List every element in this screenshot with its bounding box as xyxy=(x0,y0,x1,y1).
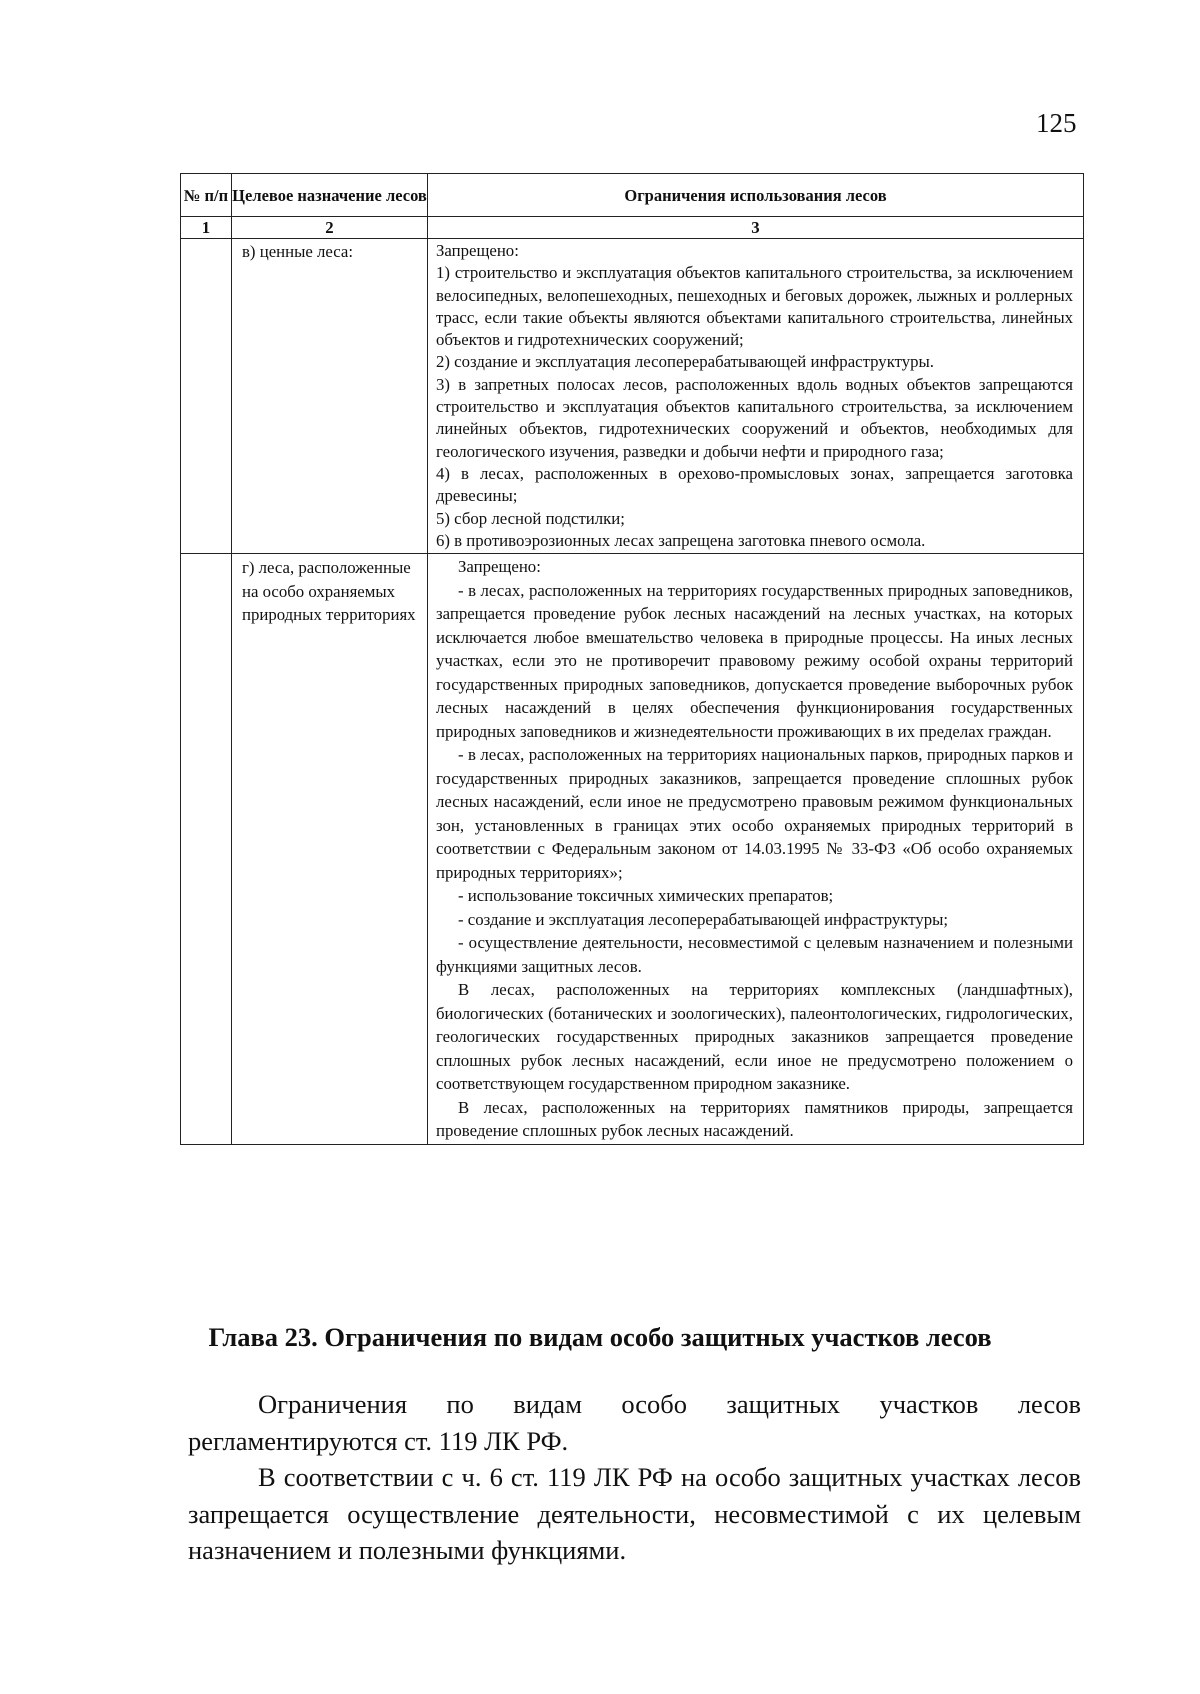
restriction-line: В лесах, расположенных на территориях комплексных (ландшафтных), биологических (ботанических и зоологических), палеонтологических, гидрологических, геологических государственных природных заказников запрещается проведение сплошных рубок лесных насаждений, если иное не предусмотрено положением о соответствующем государственном природном заказнике. xyxy=(436,980,1073,1094)
restriction-line: 4) в лесах, расположенных в орехово-промысловых зонах, запрещается заготовка древесины; xyxy=(436,463,1073,506)
restriction-line: 6) в противоэрозионных лесах запрещена заготовка пневого осмола. xyxy=(436,530,926,550)
restrictions-table xyxy=(180,173,1084,1145)
header-num: № п/п xyxy=(181,174,232,217)
restriction-line: - в лесах, расположенных на территориях государственных природных заповедников, запрещается проведение рубок лесных насаждений на лесных участках, на которых исключается любое вмешательство человека в природные процессы. На иных лесных участках, если это не противоречит правовому режиму особой охраны территорий государственных природных заповедников, допускается проведение выборочных рубок лесных насаждений в целях обеспечения функционирования государственных природных заповедников и жизнедеятельности проживающих в их пределах граждан. xyxy=(436,580,1073,741)
restriction-line: 5) сбор лесной подстилки; xyxy=(436,508,625,528)
row-purpose: г) леса, расположенные на особо охраняемых природных территориях xyxy=(232,554,428,1145)
row-num xyxy=(181,239,232,554)
restriction-line: - создание и эксплуатация лесоперерабатывающей инфраструктуры; xyxy=(458,909,949,929)
paragraph: В соответствии с ч. 6 ст. 119 ЛК РФ на особо защитных участках лесов запрещается осуществление деятельности, несовместимой с их целевым назначением и полезными функциями. xyxy=(188,1462,1081,1565)
restriction-line: Запрещено: xyxy=(436,241,519,260)
body-text xyxy=(188,1386,1081,1569)
column-number: 3 xyxy=(428,217,1084,239)
table-row xyxy=(181,554,1084,1145)
row-num xyxy=(181,554,232,1145)
row-restrictions xyxy=(428,554,1084,1145)
row-restrictions xyxy=(428,239,1084,554)
restriction-line: Запрещено: xyxy=(458,557,541,577)
header-restrictions: Ограничения использования лесов xyxy=(428,174,1084,217)
column-number: 2 xyxy=(232,217,428,239)
column-number-row xyxy=(181,217,1084,239)
table-row xyxy=(181,239,1084,554)
page-number: 125 xyxy=(1036,108,1077,138)
row-purpose: в) ценные леса: xyxy=(232,239,428,554)
restriction-line: - использование токсичных химических препаратов; xyxy=(458,886,834,906)
restriction-line: 2) создание и эксплуатация лесоперерабатывающей инфраструктуры. xyxy=(436,352,934,372)
restriction-line: В лесах, расположенных на территориях памятников природы, запрещается проведение сплошных рубок лесных насаждений. xyxy=(436,1097,1073,1141)
restriction-line: - осуществление деятельности, несовместимой с целевым назначением и полезными функциями защитных лесов. xyxy=(436,933,1073,976)
restriction-line: - в лесах, расположенных на территориях национальных парков, природных парков и государственных природных заказников, запрещается проведение сплошных рубок лесных насаждений, если иное не предусмотрено правовым режимом функциональных зон, установленных в границах этих особо охраняемых природных территорий в соответствии с Федеральным законом от 14.03.1995 № 33-ФЗ «Об особо охраняемых природных территориях»; xyxy=(436,745,1073,882)
chapter-title: Глава 23. Ограничения по видам особо защитных участков лесов xyxy=(208,1322,992,1352)
restriction-line: 3) в запретных полосах лесов, расположенных вдоль водных объектов запрещаются строительство и эксплуатация объектов капитального строительства, за исключением линейных объектов, гидротехнических сооружений и объектов, необходимых для геологического изучения, разведки и добычи нефти и природного газа; xyxy=(436,374,1073,461)
column-number: 1 xyxy=(181,217,232,239)
paragraph: Ограничения по видам особо защитных участков лесов регламентируются ст. 119 ЛК РФ. xyxy=(188,1389,1081,1456)
restriction-line: 1) строительство и эксплуатация объектов капитального строительства, за исключением велосипедных, велопешеходных, пешеходных и беговых дорожек, лыжных и роллерных трасс, если такие объекты являются объектами капитального строительства, линейных объектов и гидротехнических сооружений; xyxy=(436,263,1073,350)
header-purpose: Целевое назначение лесов xyxy=(232,174,428,217)
table-header-row xyxy=(181,174,1084,217)
